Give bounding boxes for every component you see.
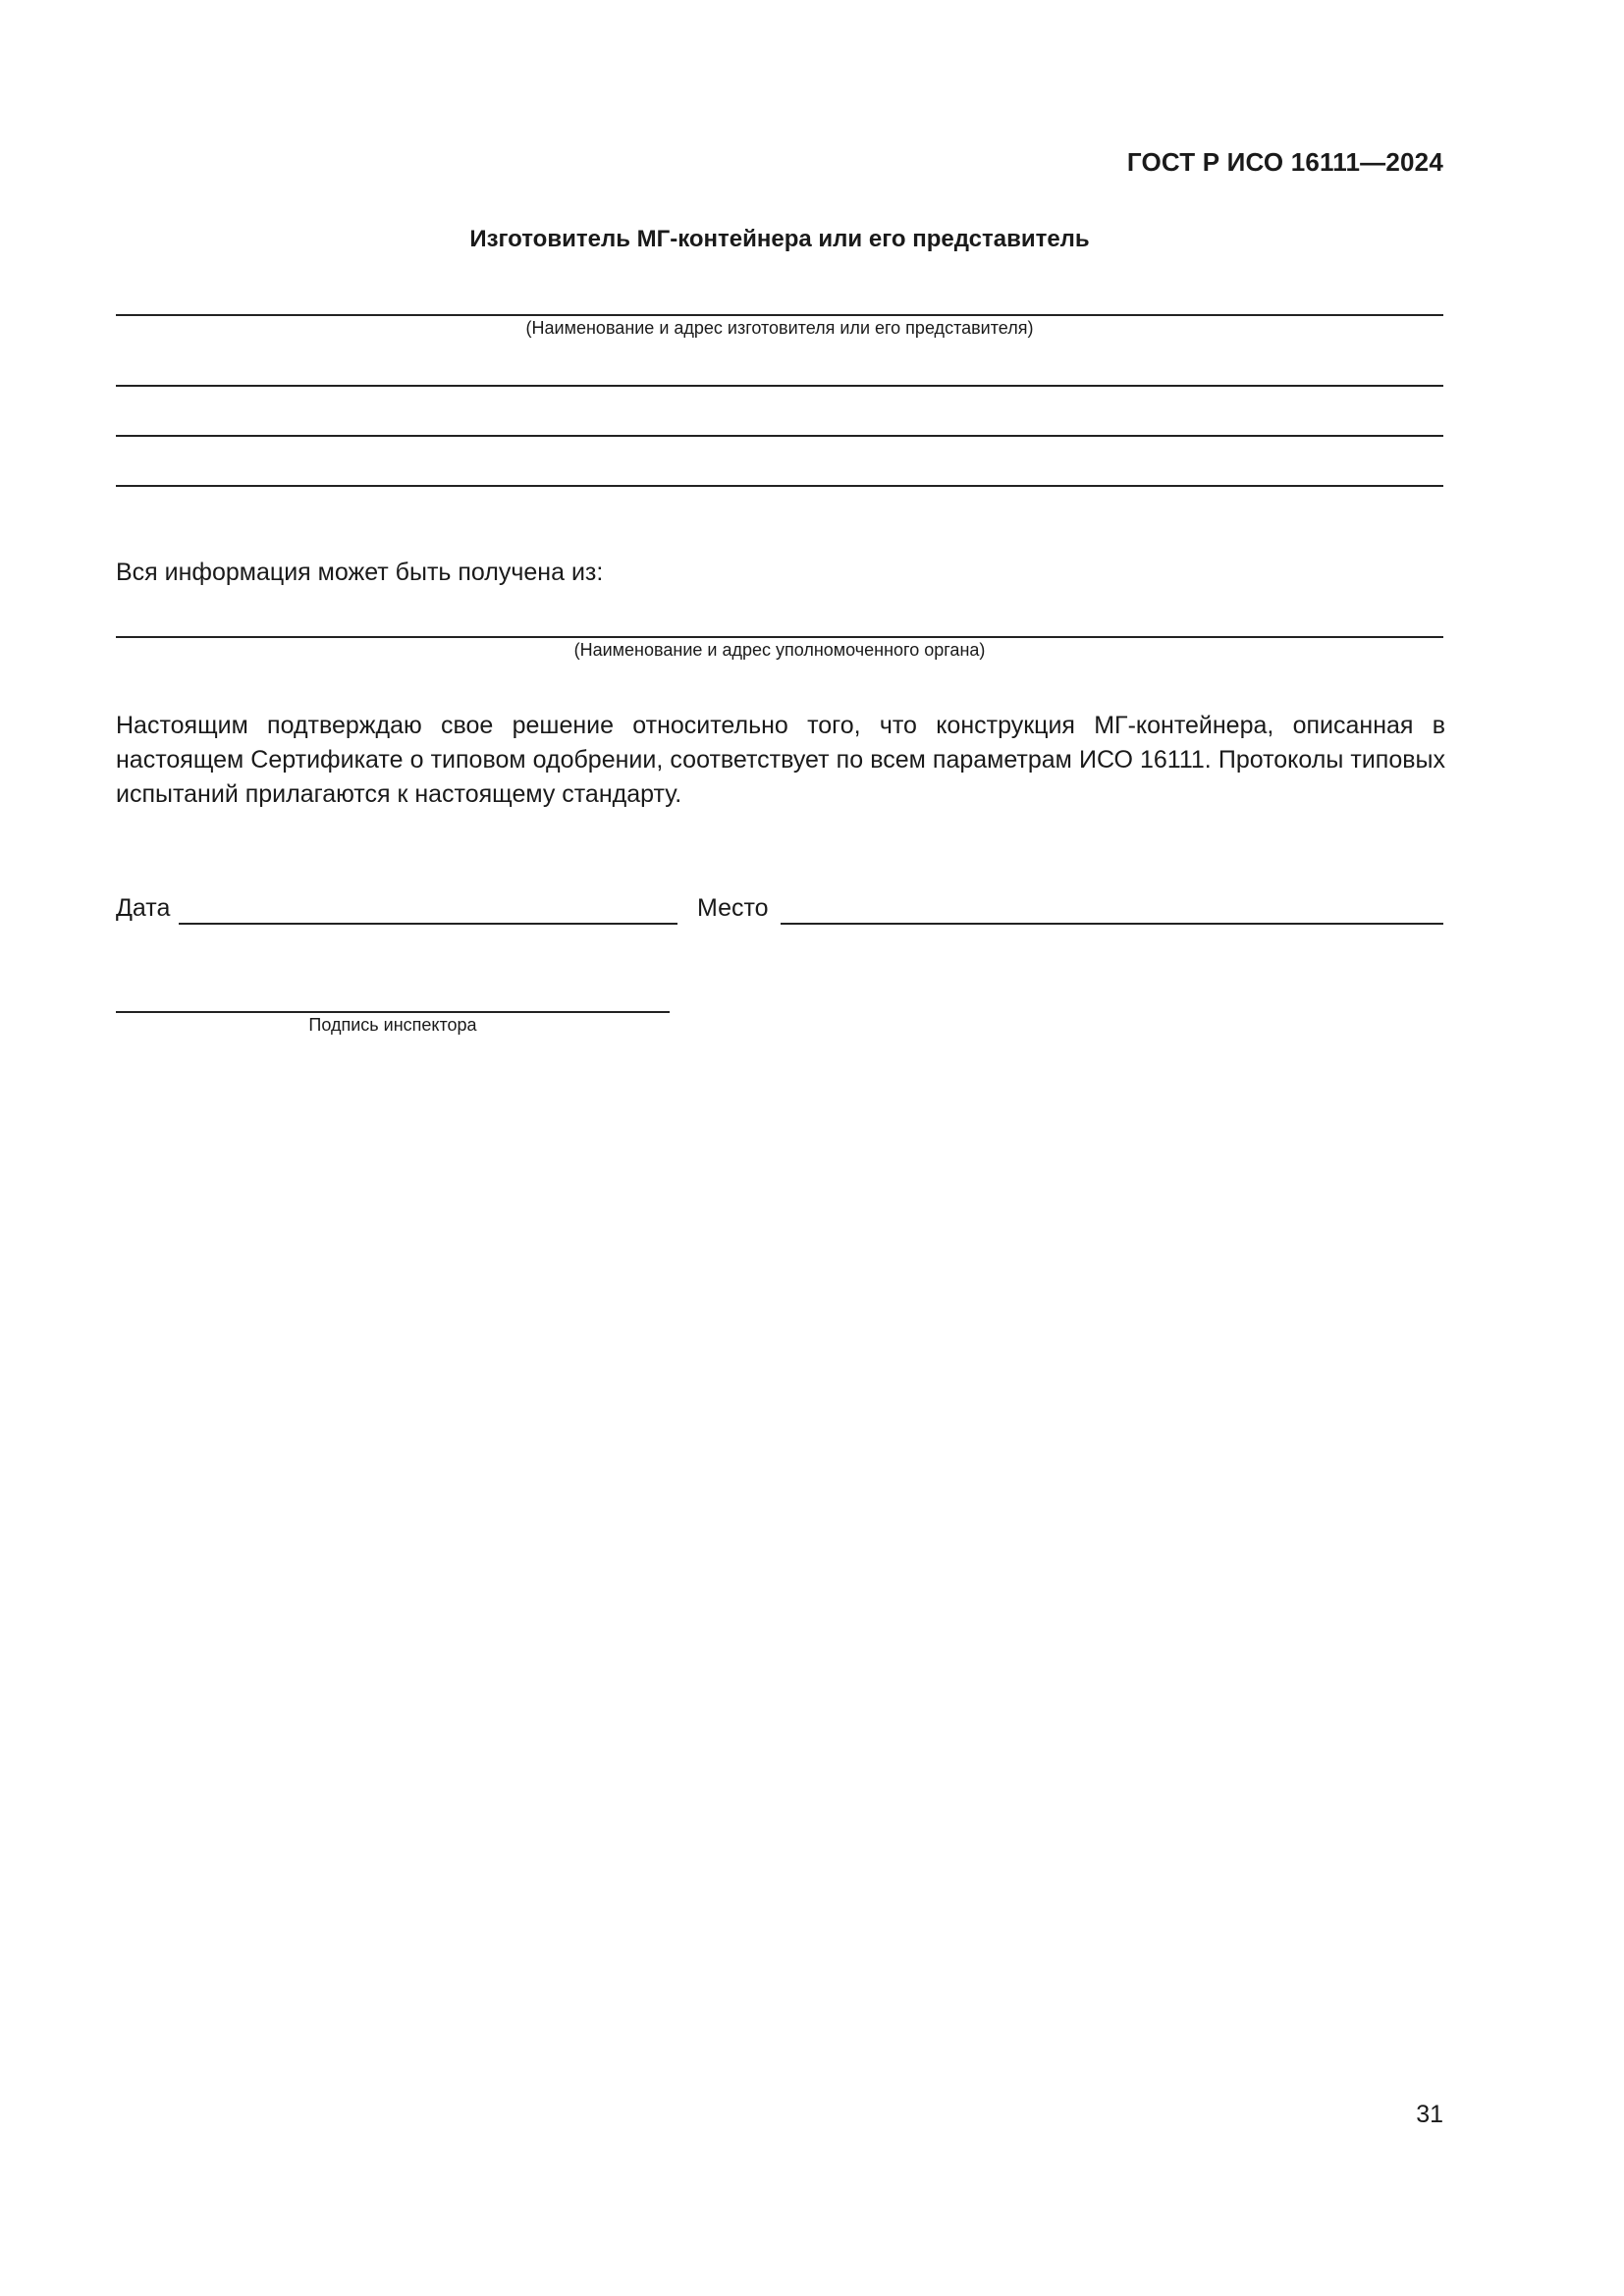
manufacturer-caption: (Наименование и адрес изготовителя или его представителя)	[525, 318, 1034, 338]
signature-caption: Подпись инспектора	[308, 1015, 477, 1035]
date-label: Дата	[116, 894, 171, 922]
manufacturer-extra-line-2	[116, 435, 1443, 437]
manufacturer-extra-line-3	[116, 485, 1443, 487]
place-line	[781, 923, 1443, 925]
manufacturer-name-line	[116, 314, 1443, 316]
date-line	[179, 923, 677, 925]
authority-name-line	[116, 636, 1443, 638]
place-label: Место	[697, 894, 769, 922]
confirmation-paragraph: Настоящим подтверждаю свое решение относительно того, что конструкция МГ-контейнера, описанная в настоящем Сертификате о типовом одобрении, соответствует по всем параметрам ИСО 16111. Протоколы типовых испытаний прилагаются к настоящему стандарту.	[116, 712, 1445, 808]
section-title-manufacturer: Изготовитель МГ-контейнера или его представитель	[469, 226, 1090, 252]
signature-line	[116, 1011, 670, 1013]
authority-caption: (Наименование и адрес уполномоченного органа)	[573, 640, 986, 660]
info-source-label: Вся информация может быть получена из:	[116, 559, 604, 586]
standard-code: ГОСТ Р ИСО 16111—2024	[1126, 147, 1443, 177]
page-number: 31	[1416, 2101, 1443, 2128]
manufacturer-extra-line-1	[116, 385, 1443, 387]
